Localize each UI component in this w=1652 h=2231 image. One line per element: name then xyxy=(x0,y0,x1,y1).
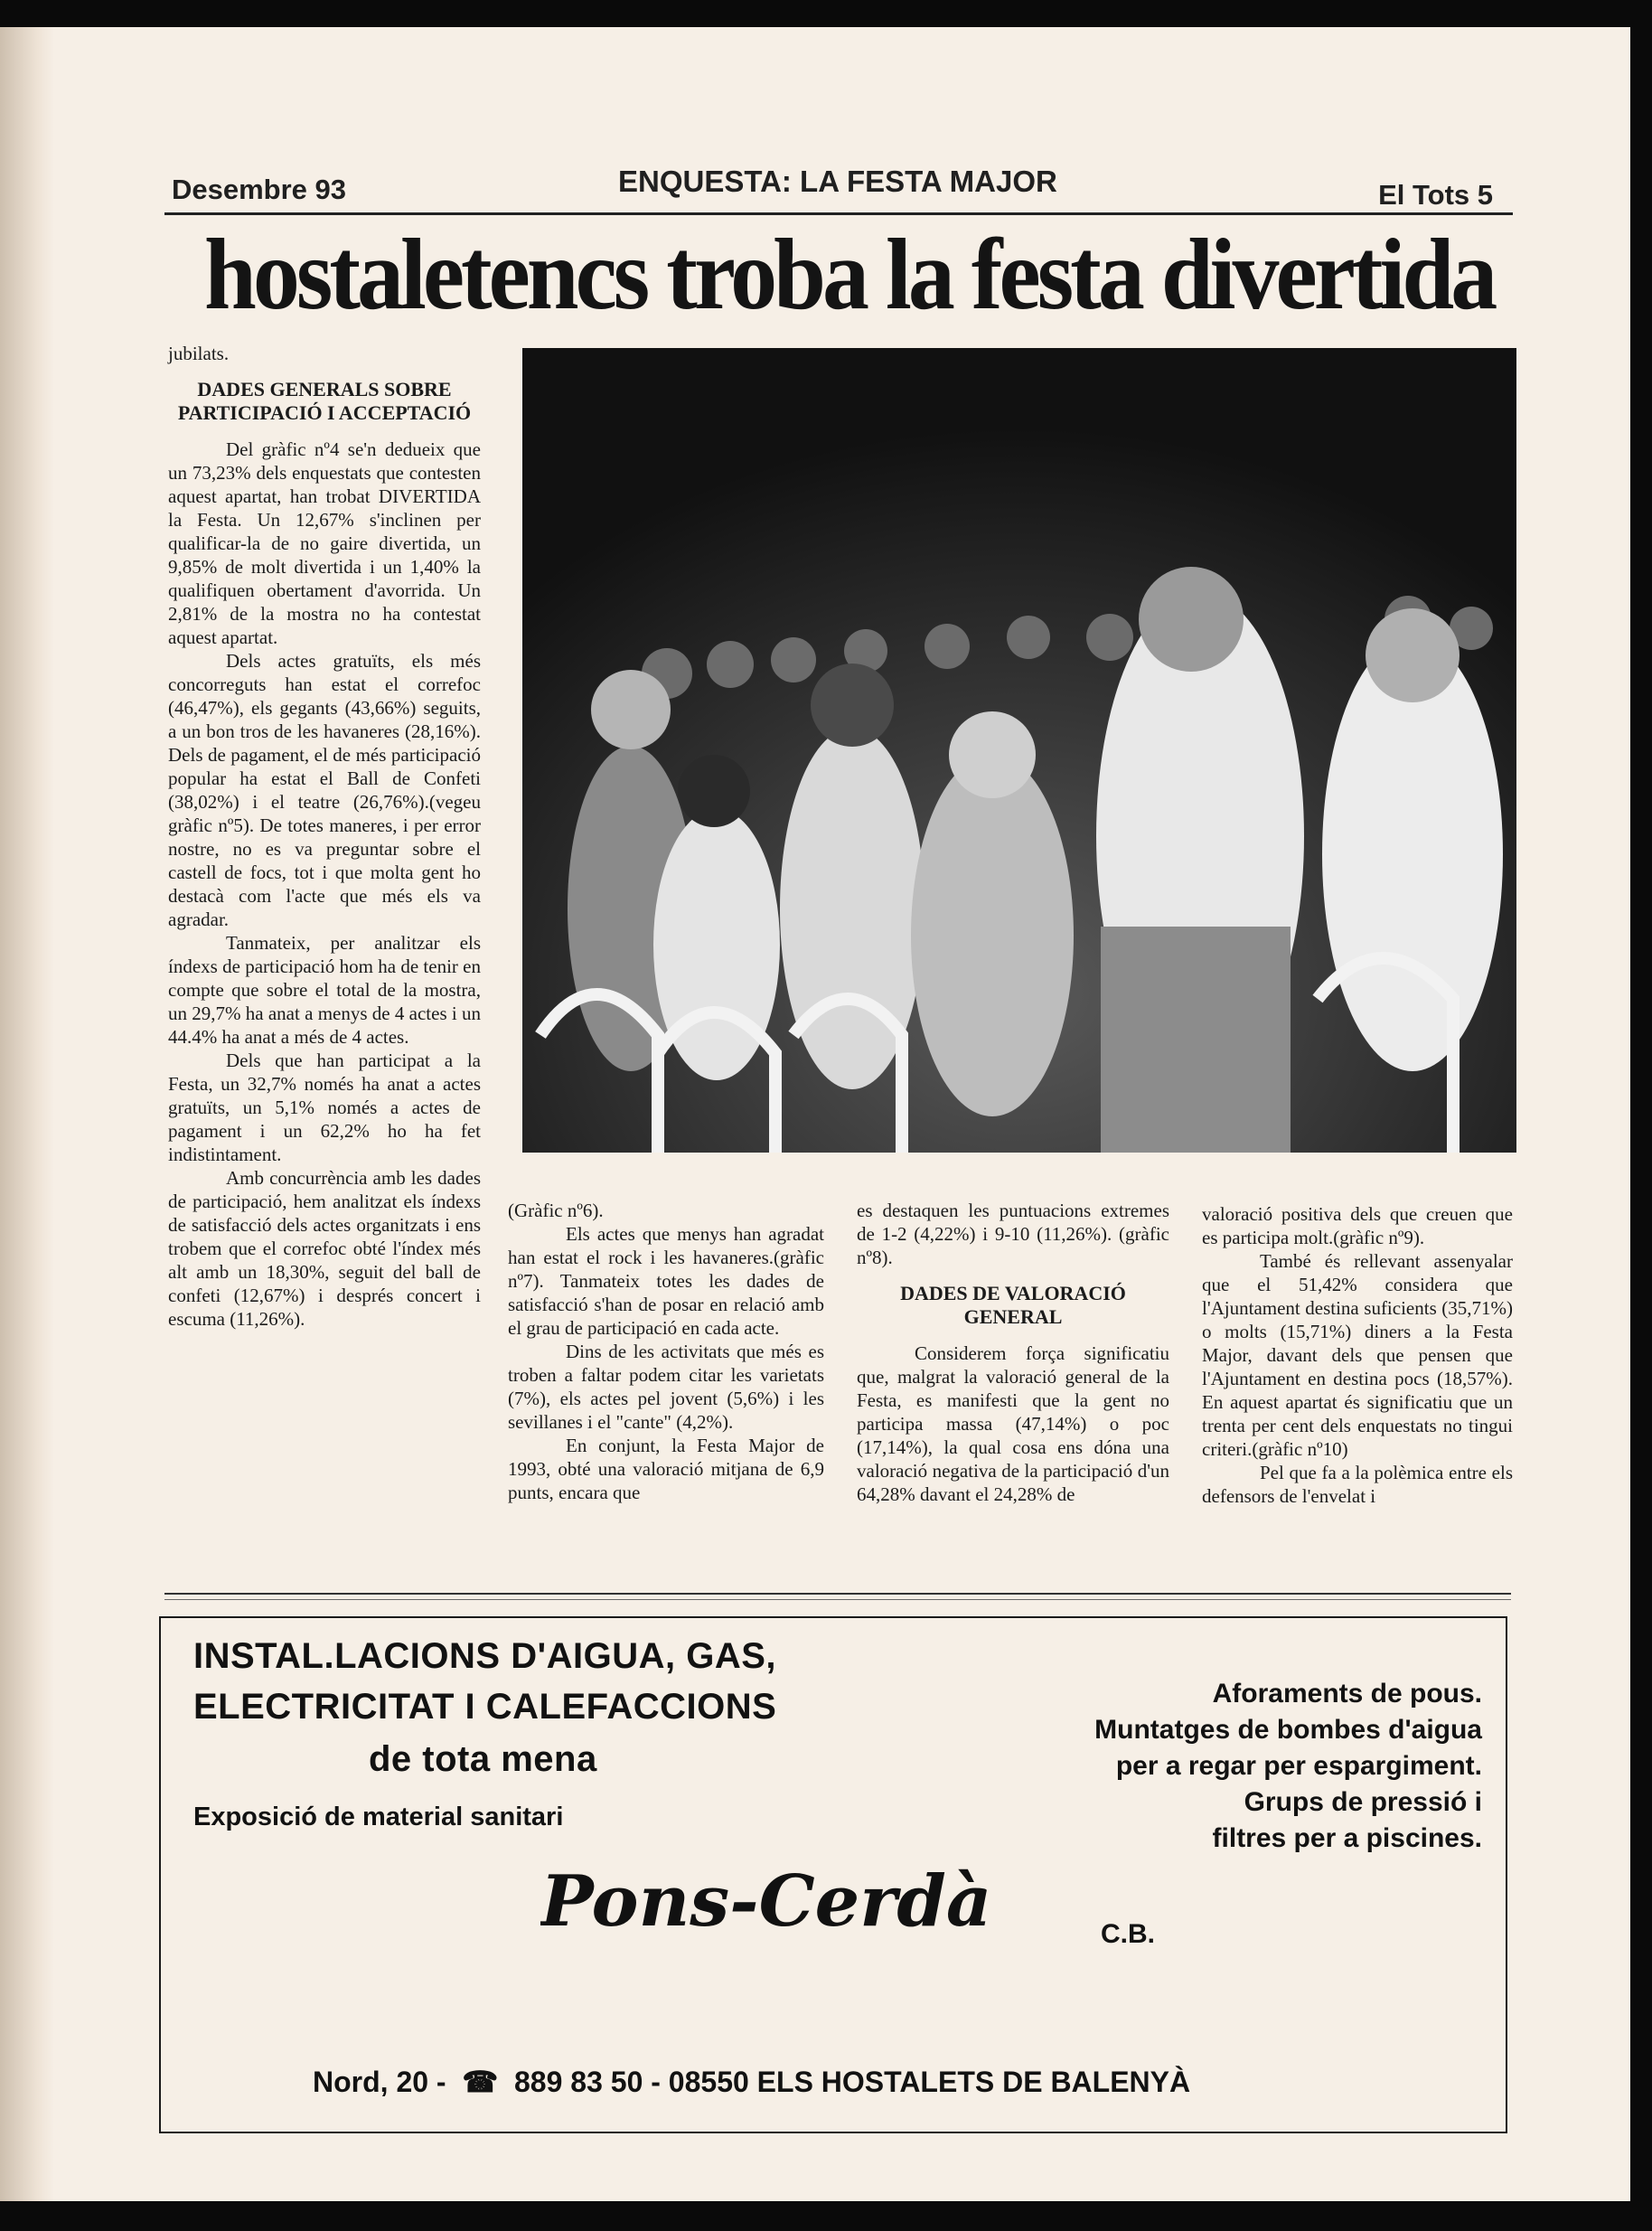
paragraph: Dins de les activitats que més es troben a faltar podem citar les varietats (7%), els actes pel jovent (5,6%) i les sevillanes i el "cante" (4,2%). xyxy=(508,1341,824,1433)
crowd-photo-image xyxy=(522,348,1516,1153)
crowd-photo xyxy=(522,348,1516,1153)
article-column-2 xyxy=(508,1199,824,1504)
ad-address: Nord, 20 - xyxy=(313,2066,446,2098)
paragraph: Del gràfic nº4 se'n dedueix que un 73,23% dels enquestats que contesten aquest apartat, han trobat DIVERTIDA la Festa. Un 12,67% s'inclinen per qualificar-la de no gaire divertida, un 9,85% de molt divertida i un 1,40% la qualifiquen obertament d'avorrida. Un 2,81% de la mostra no ha contestat aquest apartat. xyxy=(168,438,481,648)
header-rule xyxy=(164,212,1513,215)
ad-service-item: Grups de pressió i xyxy=(1244,1787,1482,1817)
logo-text: Pons-Cerdà xyxy=(540,1860,992,1943)
article-bottom-rule-thin xyxy=(164,1599,1511,1600)
paragraph: Pel que fa a la polèmica entre els defensors de l'envelat i xyxy=(1202,1462,1513,1507)
paragraph: es destaquen les puntuacions extremes de 1-2 (4,22%) i 9-10 (11,26%). (gràfic nº8). xyxy=(857,1200,1169,1268)
ad-city: - 08550 ELS HOSTALETS DE BALENYÀ xyxy=(651,2066,1191,2098)
page-header xyxy=(172,137,1515,211)
section-heading: DADES GENERALS SOBRE PARTICIPACIÓ I ACCEPTACIÓ xyxy=(177,378,472,424)
ad-service-item: Muntatges de bombes d'aigua xyxy=(1094,1715,1482,1745)
headline: hostaletencs troba la festa divertida xyxy=(204,218,1495,331)
paragraph: valoració positiva dels que creuen que es participa molt.(gràfic nº9). xyxy=(1202,1203,1513,1248)
header-section: ENQUESTA: LA FESTA MAJOR xyxy=(618,165,1057,198)
ad-service-item: filtres per a piscines. xyxy=(1212,1823,1482,1853)
paragraph: (Gràfic nº6). xyxy=(508,1200,604,1221)
ad-title-line-1: INSTAL.LACIONS D'AIGUA, GAS, xyxy=(193,1636,776,1676)
paragraph: jubilats. xyxy=(168,343,230,364)
ad-title-line-2: ELECTRICITAT I CALEFACCIONS xyxy=(193,1687,777,1727)
paragraph: Considerem força significatiu que, malgrat la valoració general de la Festa, es manifesti que la gent no participa massa (47,14%) o poc (17,14%), la qual cosa ens dóna una valoració negativa de la participació d'un 64,28% davant el 24,28% de xyxy=(857,1342,1169,1505)
article-column-3 xyxy=(857,1199,1169,1506)
ad-services-list xyxy=(1094,1676,1482,1857)
paragraph: Dels actes gratuïts, els més concorreguts han estat el correfoc (46,47%), els gegants (43,66%) seguits, a un bon tros de les havaneres (28,16%). Dels de pagament, el de més participació popular ha estat el Ball de Confeti (38,02%) i el teatre (26,76%).(vegeu gràfic nº5). De totes maneres, i per error nostre, no es va preguntar sobre el castell de focs, tot i que molta gent ho destacà com l'acte que més els va agradar. xyxy=(168,650,481,930)
paragraph: Amb concurrència amb les dades de participació, hem analitzat els índexs de satisfacció dels actes organitzats i ens trobem que el correfoc obté l'índex més alt amb un 18,30%, seguit del ball de confeti (12,67%) i després concert i escuma (11,26%). xyxy=(168,1167,481,1330)
header-page-number: El Tots 5 xyxy=(1378,179,1493,211)
ad-footer xyxy=(313,2065,1190,2099)
ad-service-item: per a regar per espargiment. xyxy=(1115,1751,1482,1781)
paragraph: En conjunt, la Festa Major de 1993, obté una valoració mitjana de 6,9 punts, encara que xyxy=(508,1435,824,1503)
telephone-icon: ☎ xyxy=(454,2066,507,2098)
logo-suffix: C.B. xyxy=(1101,1919,1155,1949)
paragraph: Tanmateix, per analitzar els índexs de participació hom ha de tenir en compte que sobre el total de la mostra, un 29,7% ha anat a menys de 4 actes i un 44.4% ha anat a més de 4 actes. xyxy=(168,932,481,1048)
header-date: Desembre 93 xyxy=(172,174,347,205)
ad-service-item: Aforaments de pous. xyxy=(1212,1679,1482,1709)
article-column-1 xyxy=(168,342,481,1331)
paragraph: També és rellevant assenyalar que el 51,42% considera que l'Ajuntament destina suficients (35,71%) o molts (15,71%) diners a la Festa Major, davant dels que pensen que l'Ajuntament en destina pocs (18,57%). En aquest apartat és significatiu que un trenta per cent dels enquestats no tingui criteri.(gràfic nº10) xyxy=(1202,1250,1513,1460)
ad-exposition: Exposició de material sanitari xyxy=(193,1803,564,1831)
advertisement xyxy=(159,1616,1507,2133)
page-fold-shadow xyxy=(0,27,54,2201)
section-heading: DADES DE VALORACIÓ GENERAL xyxy=(900,1282,1126,1328)
newspaper-page xyxy=(0,27,1630,2201)
paragraph: Els actes que menys han agradat han estat el rock i les havaneres.(gràfic nº7). Tanmateix totes les dades de satisfacció s'han de posar en relació amb el grau de participació en cada acte. xyxy=(508,1223,824,1339)
ad-title-line-3: de tota mena xyxy=(369,1739,597,1779)
paragraph: Dels que han participat a la Festa, un 32,7% només ha anat a actes gratuïts, un 5,1% només a actes de pagament i un 62,2% ho ha fet indistintament. xyxy=(168,1050,481,1165)
pons-cerda-logo xyxy=(540,1851,1047,1951)
article-column-4 xyxy=(1202,1202,1513,1508)
article-bottom-rule xyxy=(164,1593,1511,1595)
ad-phone: 889 83 50 xyxy=(514,2066,643,2098)
